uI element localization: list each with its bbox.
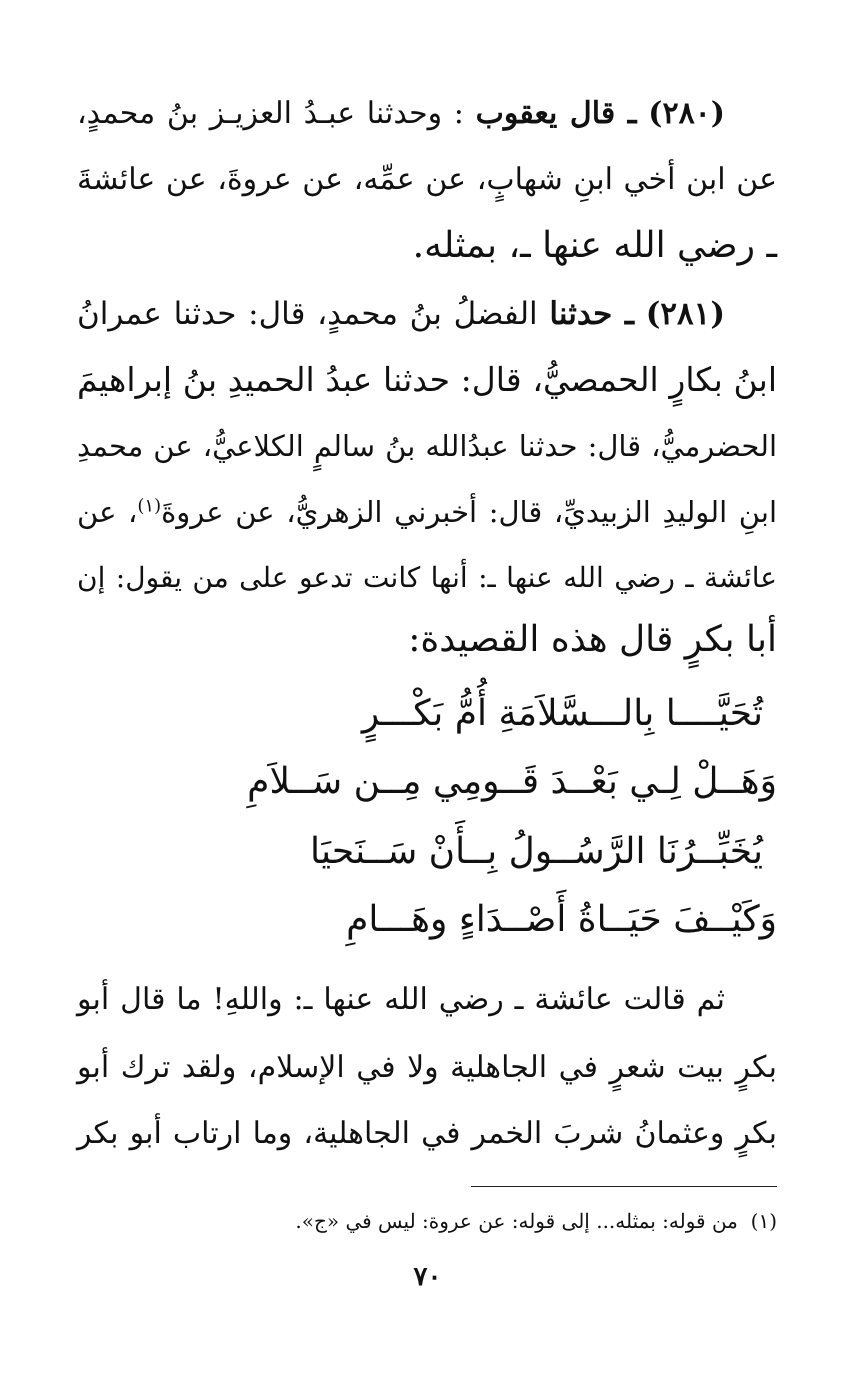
footnote-separator	[471, 1186, 777, 1187]
hadith-280-number: (٢٨٠)	[648, 96, 725, 131]
hadith-280-line-2: عن ابن أخي ابنِ شهابٍ، عن عمِّه، عن عروةَ، عن عائشةَ	[77, 162, 777, 197]
footnote-text: من قوله: بمثله... إلى قوله: عن عروة: ليس في «ج».	[295, 1209, 738, 1233]
hadith-280-line-1	[77, 84, 725, 144]
closing-line-1: ثم قالت عائشة ـ رضي الله عنها ـ: واللهِ! ما قال أبو	[77, 982, 725, 1017]
hadith-281-line-4-text: ابنِ الوليدِ الزبيديِّ، قال: أخبرني الزهريُّ، عن عروةَ	[161, 495, 777, 529]
poem-verse-3: يُخَبِّــرُنَا الرَّسُــولُ بِــأَنْ سَــنَحيَا	[310, 831, 763, 872]
hadith-281-line-1-rest: الفضلُ بنُ محمدٍ، قال: حدثنا عمرانُ	[77, 296, 538, 332]
closing-line-2: بكرٍ بيت شعرٍ في الجاهلية ولا في الإسلام، ولقد ترك أبو	[77, 1050, 777, 1085]
page-number: ٧٠	[413, 1262, 442, 1292]
closing-line-3: بكرٍ وعثمانُ شربَ الخمر في الجاهلية، وما ارتاب أبو بكر	[77, 1116, 777, 1151]
footnote	[295, 1204, 777, 1238]
hadith-281-line-1	[77, 284, 725, 344]
hadith-281-line-2: ابنُ بكارٍ الحمصيُّ، قال: حدثنا عبدُ الحميدِ بنُ إبراهيمَ	[77, 360, 777, 399]
hadith-280-line-3: ـ رضي الله عنها ـ، بمثله.	[412, 225, 777, 266]
hadith-281-number: (٢٨١)	[645, 296, 725, 332]
hadith-281-line-6: أبا بكرٍ قال هذه القصيدة:	[408, 619, 777, 660]
hadith-280-lead: ـ قال يعقوب	[475, 96, 637, 131]
hadith-281-line-5: عائشة ـ رضي الله عنها ـ: أنها كانت تدعو على من يقول: إن	[77, 561, 777, 594]
poem-verse-2: وَهَــلْ لِـي بَعْــدَ قَــومِي مِــن سَــلاَمِ	[247, 761, 777, 802]
hadith-281-line-4	[77, 482, 777, 542]
hadith-281-lead: ـ حدثنا	[549, 296, 634, 332]
hadith-281-line-4-end: ، عن	[77, 495, 138, 529]
footnote-number: (١)	[750, 1209, 777, 1233]
poem-verse-4: وَكَيْــفَ حَيَــاةُ أَصْــدَاءٍ وهَـــامِ	[346, 899, 777, 940]
hadith-280-line-1-rest: : وحدثنا عبـدُ العزيـز بنُ محمدٍ،	[77, 96, 464, 131]
poem-verse-1: تُحَيَّــــا بِالـــسَّلاَمَةِ أُمُّ بَكْـــرٍ	[361, 693, 763, 734]
footnote-reference: (١)	[137, 495, 162, 517]
hadith-281-line-3: الحضرميُّ، قال: حدثنا عبدُالله بنُ سالمٍ الكلاعيُّ، عن محمدِ	[77, 429, 777, 463]
